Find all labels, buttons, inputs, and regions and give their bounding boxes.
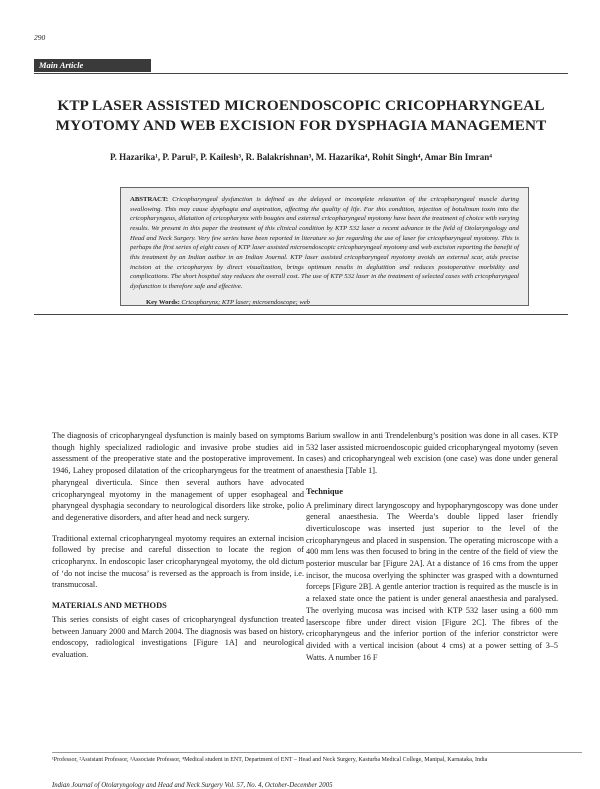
journal-citation: Indian Journal of Otolaryngology and Head and Neck Surgery Vol. 57, No. 4, October-December 2005 xyxy=(52,782,333,789)
left-column xyxy=(52,430,304,670)
body-paragraph: This series consists of eight cases of cricopharyngeal dysfunction treated between January 2000 and March 2004. The diagnosis was based on history, endoscopy, radiological investigations [Figure 1A] and neurological evaluation. xyxy=(52,614,304,659)
body-paragraph: Traditional external cricopharyngeal myotomy requires an external incision followed by precise and careful dissection to locate the region of cricopharynx. In endoscopic laser cricopharyngeal myotomy, the old dictum of ‘do not incise the mucosa’ is reversed as the approach is from inside, i.e. transmucosal. xyxy=(52,533,304,590)
author-list: P. Hazarika¹, P. Parul², P. Kailesh³, R. Balakrishnan³, M. Hazarika⁴, Rohit Singh⁴, Amar Bin Imran⁴ xyxy=(109,152,493,162)
title-line-1: KTP LASER ASSISTED MICROENDOSCOPIC CRICOPHARYNGEAL xyxy=(57,97,545,114)
section-heading: MATERIALS AND METHODS xyxy=(52,601,167,611)
body-paragraph: Barium swallow in anti Trendelenburg’s position was done in all cases. KTP 532 laser assisted microendoscopic guided cricopharyngeal myotomy (seven cases) and cricopharyngeal web excision (one case) was done under general anaesthesia [Table 1]. xyxy=(306,431,558,476)
page-number: 290 xyxy=(34,33,46,42)
abstract-text: Cricopharyngeal dysfunction is defined as the delayed or incomplete relaxation of the cricopharyngeal muscle during swallowing. This may cause dysphagia and aspiration, affecting the quality of life. For this condition, injection of botulinum toxin into the cricopharyngeus, dilatation of cricopharynx with bougies and external cricopharyngeal myotomy have been the treatment of choice with varying results. We present in this paper the treatment of this clinical condition by KTP 532 laser a recent advance in the field of Otolaryngology and Head and Neck Surgery. Very few series have been reported in literature so far regarding the use of laser for cricopharyngeal myotomy. This is perhaps the first series of eight cases of KTP laser assisted microendoscopic cricopharyngeal myotomy and web excision reporting the benefit of this treatment by an Indian author in an Indian Journal. KTP laser assisted cricopharyngeal myotomy avoids an external scar, aids precise incision at the cricopharynx by direct visualization, brings optimum results in deglutition and reduces postoperative morbidity and complications. The short hospital stay reduces the overall cost. The use of KTP 532 laser in the treatment of selected cases with cricopharyngeal dysfunction is therefore safe and effective. xyxy=(130,196,519,290)
affiliation-footnote: ¹Professor, ²Assistant Professor, ³Associate Professor, ⁴Medical student in ENT, Department of ENT – Head and Neck Surgery, Kasturba Medical College, Manipal, Karnataka, India xyxy=(52,757,488,763)
keywords-label: Key Words: xyxy=(146,299,180,306)
abstract-label: ABSTRACT: xyxy=(130,196,169,203)
header-rule xyxy=(34,73,568,74)
keywords xyxy=(146,299,310,306)
abstract-box xyxy=(120,187,529,306)
keywords-text: Cricopharynx; KTP laser; microendoscope; web xyxy=(181,299,310,306)
section-label: Main Article xyxy=(34,59,151,72)
footnote-rule xyxy=(52,752,582,753)
section-heading: Technique xyxy=(306,486,343,496)
right-column xyxy=(306,430,558,672)
keywords-rule xyxy=(34,314,568,315)
body-paragraph: The diagnosis of cricopharyngeal dysfunction is mainly based on symptoms though highly specialized radiologic and invasive probe studies aid in assessment of the preoperative state and the postoperative improvement. In 1946, Lahey proposed dilatation of the cricopharyngeus for the treatment of pharyngeal diverticula. Since then several authors have advocated cricopharyngeal myotomy in the management of upper esophageal and pharyngeal dysphagia secondary to neurological disorders like stroke, polio and degenerative disorders, and after head and neck surgery. xyxy=(52,431,304,522)
body-paragraph: A preliminary direct laryngoscopy and hypopharyngoscopy was done under general anaesthesia. The Weerda’s double lipped laser friendly diverticuloscope was inserted just superior to the level of the cricopharyngeus and placed in suspension. The operating microscope with a 400 mm lens was then focused to bring in the centre of the field of view the posterior muscular bar [Figure 2A]. At a distance of 16 cms from the upper incisor, the mucosa overlying the sphincter was grasped with a downturned forceps [Figure 2B]. A gentle anterior traction is required as the muscle is in a relaxed state once the patient is under general anaesthesia and paralysed. The overlying mucosa was incised with KTP 532 laser using a 600 mm laserscope fibre under direct vision [Figure 2C]. The fibres of the cricopharyngeus and the inferior portion of the inferior constrictor were divided with a vertical incision (about 4 cms) at a power setting of 3–5 Watts. A number 16 F xyxy=(306,500,558,662)
article-title xyxy=(34,96,568,136)
title-line-2: MYOTOMY AND WEB EXCISION FOR DYSPHAGIA MANAGEMENT xyxy=(55,117,547,134)
